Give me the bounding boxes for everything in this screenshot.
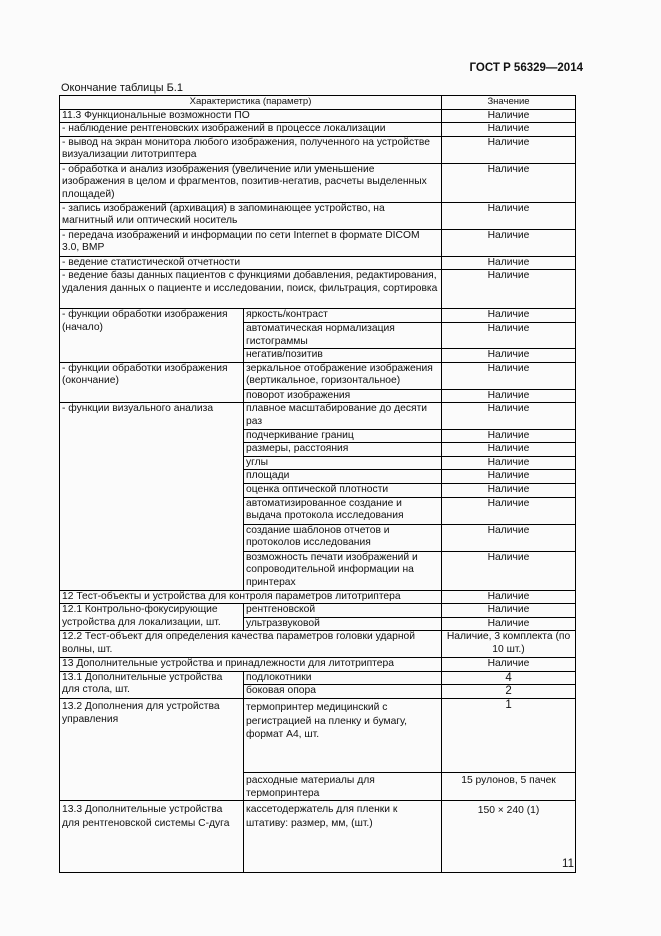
characteristic-cell: - передача изображений и информации по сети Internet в формате DICOM 3.0, BMP — [60, 229, 442, 256]
group-label: - функции обработки изображения (начало) — [60, 309, 244, 362]
characteristic-cell: - вывод на экран монитора любого изображения, полученного на устройстве визуализации литотриптера — [60, 136, 442, 163]
value-cell: Наличие — [442, 470, 576, 484]
subitem-cell: яркость/контраст — [244, 309, 442, 323]
value-cell: Наличие — [442, 590, 576, 604]
value-cell: 15 рулонов, 5 пачек — [442, 773, 576, 801]
subitem-cell: оценка оптической плотности — [244, 483, 442, 497]
value-cell: Наличие — [442, 456, 576, 470]
table-row — [60, 123, 576, 137]
table-row — [60, 671, 576, 685]
page-number: 11 — [562, 858, 574, 870]
value-cell: Наличие — [442, 163, 576, 202]
value-cell: Наличие — [442, 123, 576, 137]
subitem-cell: подлокотники — [244, 671, 442, 685]
value-cell: Наличие — [442, 322, 576, 348]
table-row — [60, 362, 576, 389]
value-cell: Наличие — [442, 229, 576, 256]
group-label: - функции визуального анализа — [60, 403, 244, 590]
characteristic-cell: - ведение статистической отчетности — [60, 256, 442, 270]
value-cell: Наличие, 3 комплекта (по 10 шт.) — [442, 631, 576, 658]
group-label: - функции обработки изображения (окончание) — [60, 362, 244, 403]
subitem-cell: боковая опора — [244, 685, 442, 699]
table-row — [60, 604, 576, 618]
table-row — [60, 590, 576, 604]
subitem-cell: размеры, расстояния — [244, 443, 442, 457]
table-row — [60, 699, 576, 773]
subitem-cell: рентгеновской — [244, 604, 442, 618]
subitem-cell: углы — [244, 456, 442, 470]
subitem-cell: подчеркивание границ — [244, 429, 442, 443]
value-cell: Наличие — [442, 403, 576, 429]
value-cell: Наличие — [442, 309, 576, 323]
value-cell: Наличие — [442, 497, 576, 524]
table-row — [60, 309, 576, 323]
column-header-characteristic: Характеристика (параметр) — [60, 96, 442, 110]
group-label: 13.2 Дополнения для устройства управления — [60, 699, 244, 801]
value-cell: Наличие — [442, 109, 576, 123]
column-header-value: Значение — [442, 96, 576, 110]
table-row — [60, 256, 576, 270]
value-cell: 1 — [442, 699, 576, 773]
value-cell: Наличие — [442, 524, 576, 551]
table-row — [60, 658, 576, 672]
specification-table — [59, 95, 576, 873]
characteristic-cell: - ведение базы данных пациентов с функциями добавления, редактирования, удаления данных о пациенте и исследовании, поиск, фильтрация, сортировка — [60, 270, 442, 309]
subitem-cell: зеркальное отображение изображения (вертикальное, горизонтальное) — [244, 362, 442, 389]
table-row — [60, 109, 576, 123]
value-cell: Наличие — [442, 658, 576, 672]
table-caption: Окончание таблицы Б.1 — [61, 82, 183, 94]
value-cell: Наличие — [442, 551, 576, 590]
value-cell: 2 — [442, 685, 576, 699]
table-row — [60, 801, 576, 873]
table-row — [60, 163, 576, 202]
value-cell: Наличие — [442, 617, 576, 631]
subitem-cell: площади — [244, 470, 442, 484]
subitem-cell: ультразвуковой — [244, 617, 442, 631]
characteristic-cell: - наблюдение рентгеновских изображений в процессе локализации — [60, 123, 442, 137]
group-label: 13.3 Дополнительные устройства для рентгеновской системы С-дуга — [60, 801, 244, 873]
table-row — [60, 270, 576, 309]
section-title: 11.3 Функциональные возможности ПО — [60, 109, 442, 123]
characteristic-cell: - обработка и анализ изображения (увеличение или уменьшение изображения в целом и фрагментов, позитив-негатив, расчеты выделенных площадей) — [60, 163, 442, 202]
value-cell: Наличие — [442, 202, 576, 229]
value-cell: Наличие — [442, 604, 576, 618]
value-cell: Наличие — [442, 270, 576, 309]
table-row — [60, 202, 576, 229]
value-cell: Наличие — [442, 483, 576, 497]
group-label: 12.1 Контрольно-фокусирующие устройства для локализации, шт. — [60, 604, 244, 631]
section-title: 13 Дополнительные устройства и принадлежности для литотриптера — [60, 658, 442, 672]
value-cell: Наличие — [442, 389, 576, 403]
subitem-cell: поворот изображения — [244, 389, 442, 403]
group-label: 13.1 Дополнительные устройства для стола, шт. — [60, 671, 244, 698]
value-cell: Наличие — [442, 429, 576, 443]
subitem-cell: негатив/позитив — [244, 349, 442, 363]
table-row — [60, 229, 576, 256]
value-cell: 4 — [442, 671, 576, 685]
value-cell: Наличие — [442, 256, 576, 270]
subitem-cell: кассетодержатель для пленки к штативу: размер, мм, (шт.) — [244, 801, 442, 873]
subitem-cell: автоматическая нормализация гистограммы — [244, 322, 442, 348]
subitem-cell: создание шаблонов отчетов и протоколов исследования — [244, 524, 442, 551]
subitem-cell: автоматизированное создание и выдача протокола исследования — [244, 497, 442, 524]
table-header-row — [60, 96, 576, 110]
standard-header: ГОСТ Р 56329—2014 — [469, 62, 583, 74]
table-row — [60, 631, 576, 658]
section-title: 12 Тест-объекты и устройства для контроля параметров литотриптера — [60, 590, 442, 604]
value-cell: Наличие — [442, 136, 576, 163]
subitem-cell: расходные материалы для термопринтера — [244, 773, 442, 801]
subitem-cell: плавное масштабирование до десяти раз — [244, 403, 442, 429]
table-row — [60, 403, 576, 429]
subitem-cell: термопринтер медицинский с регистрацией на пленку и бумагу, формат А4, шт. — [244, 699, 442, 773]
value-cell: Наличие — [442, 362, 576, 389]
value-cell: 150 × 240 (1) — [442, 801, 576, 873]
subitem-cell: возможность печати изображений и сопроводительной информации на принтерах — [244, 551, 442, 590]
characteristic-cell: 12.2 Тест-объект для определения качества параметров головки ударной волны, шт. — [60, 631, 442, 658]
table-row — [60, 136, 576, 163]
value-cell: Наличие — [442, 443, 576, 457]
characteristic-cell: - запись изображений (архивация) в запоминающее устройство, на магнитный или оптический носитель — [60, 202, 442, 229]
value-cell: Наличие — [442, 349, 576, 363]
